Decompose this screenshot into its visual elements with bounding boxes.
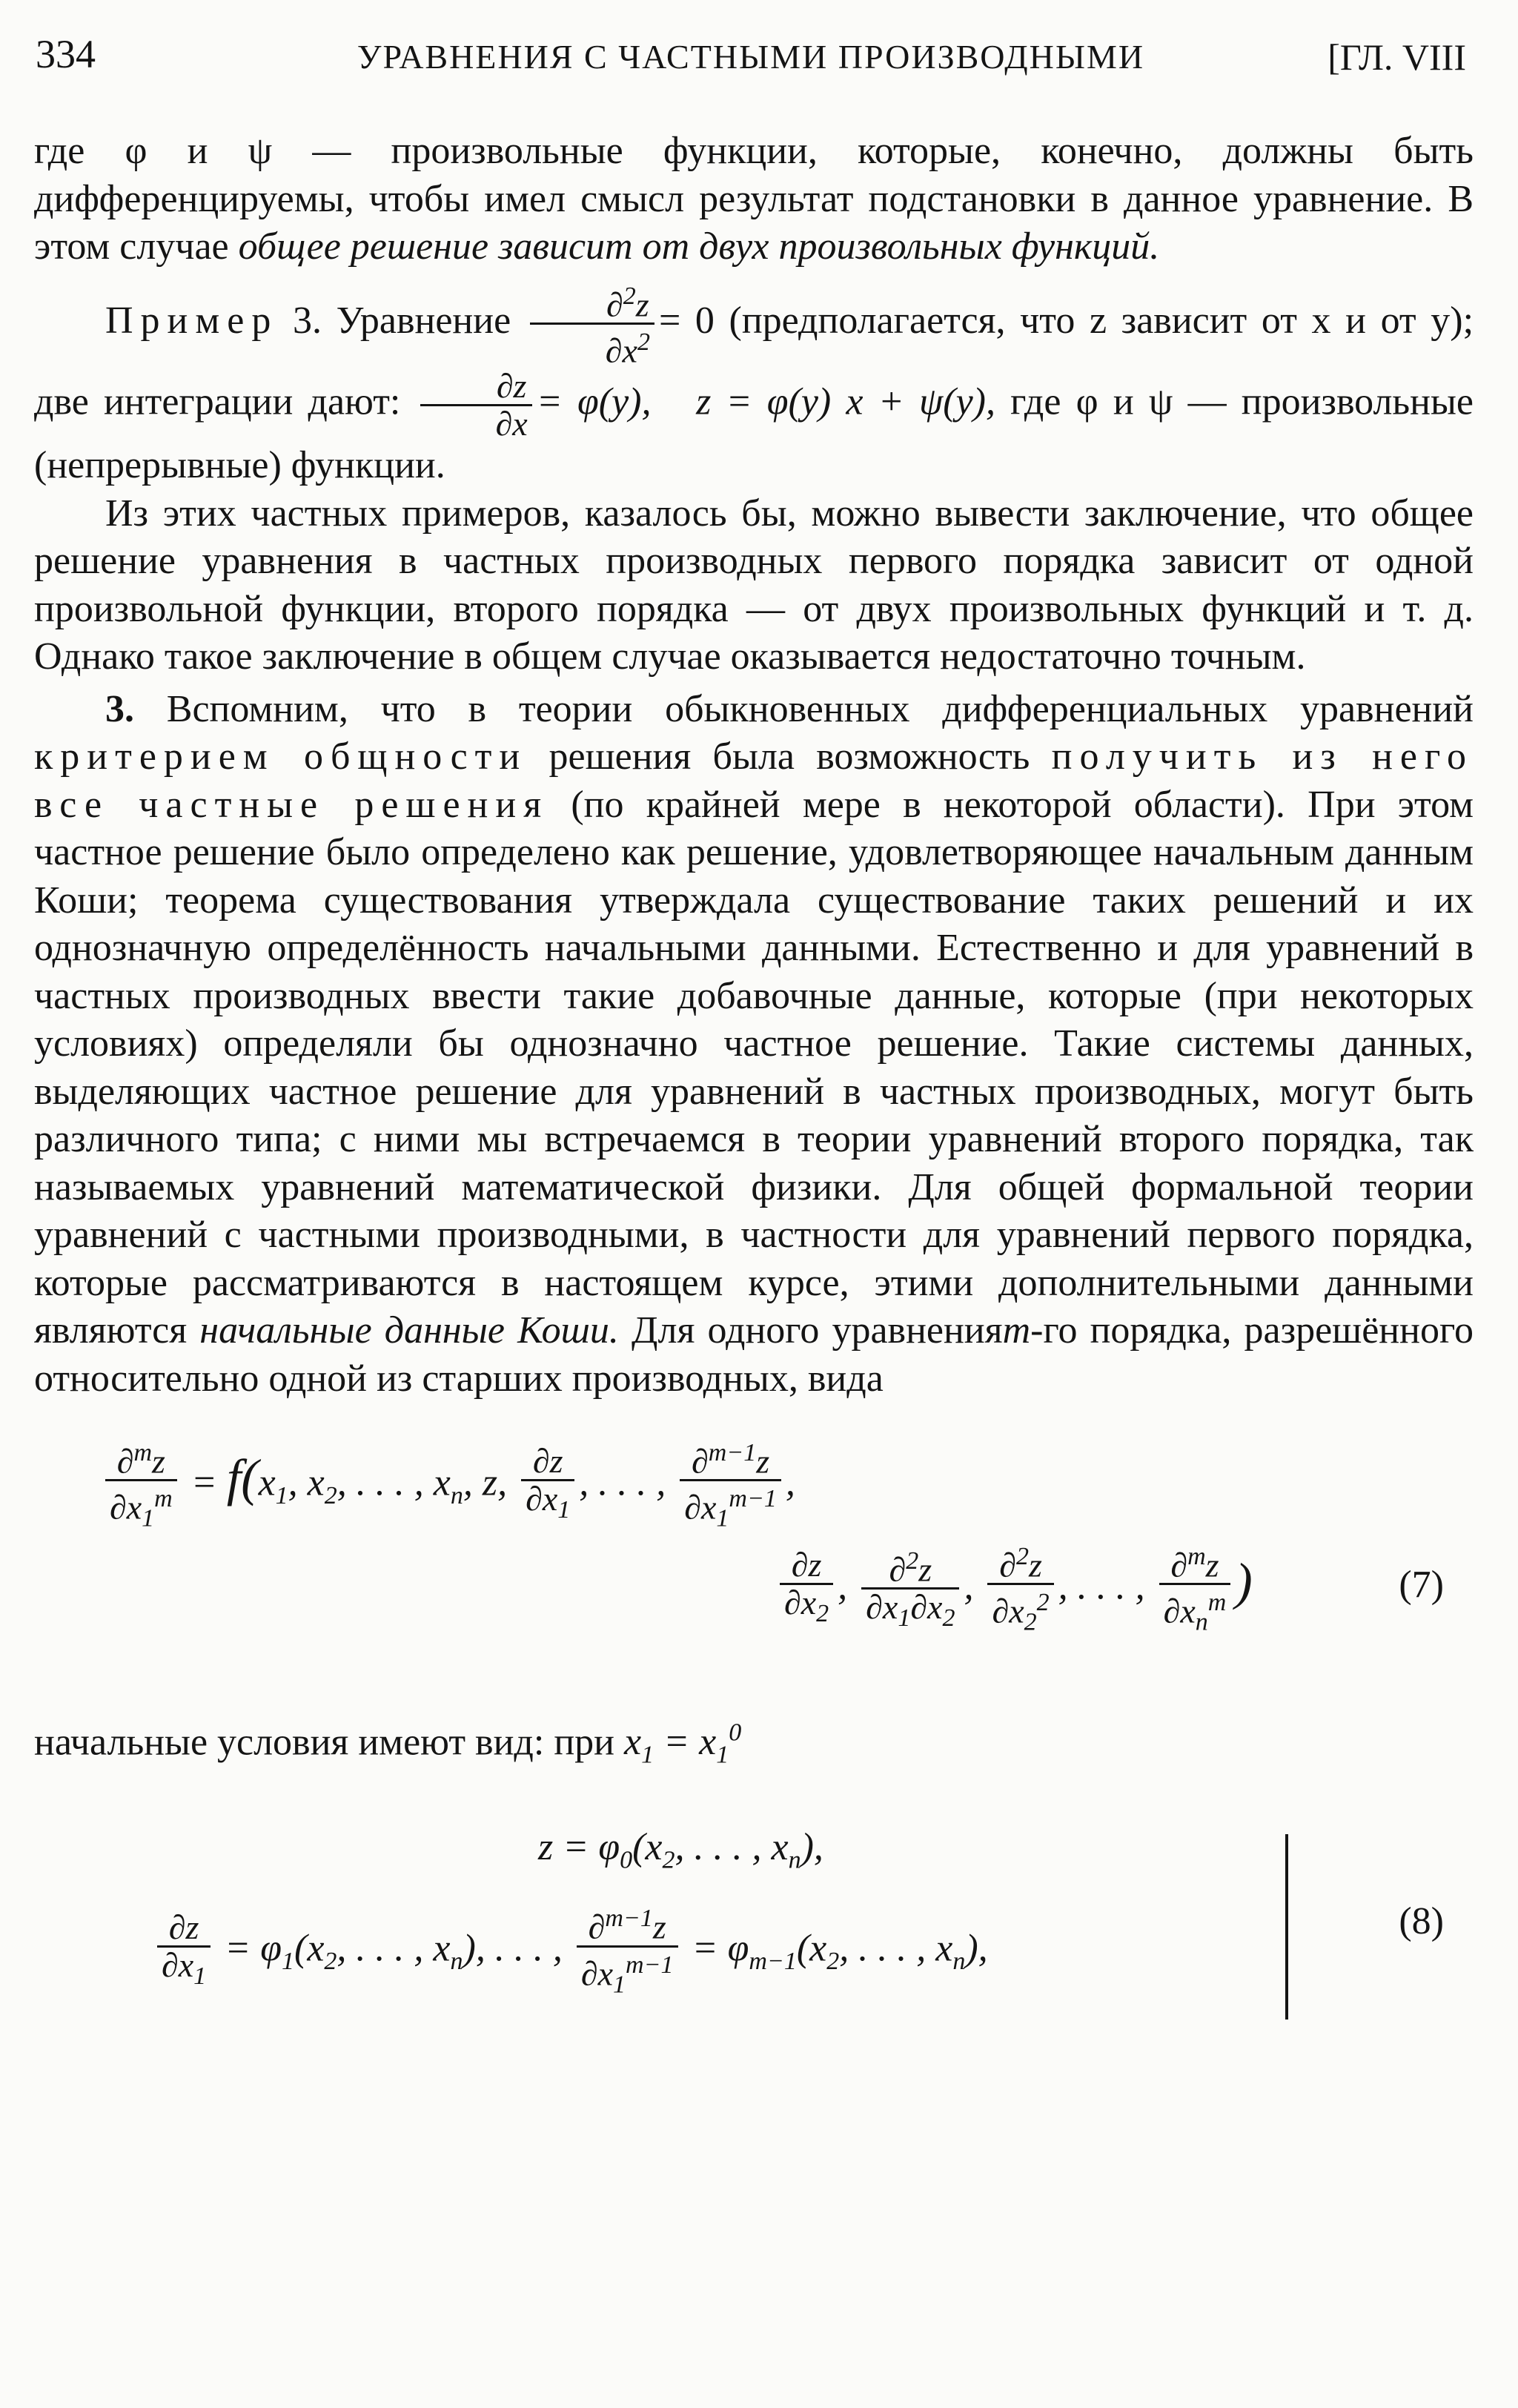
d2z-dx2-fraction: $\frac{\partial^2z}{\partial x^2}$ [530, 279, 654, 369]
cauchy-data-italic: начальные данные Коши. [199, 1309, 619, 1352]
equation-8-line-1: $z = \varphi_0(x_2$, . . . , $x_n$), [538, 1826, 823, 1874]
paragraph-2: Из этих частных примеров, казалось бы, можно вывести заключение, что общее решение уравнения в частных производных первого порядка зависит от одной произвольной функции, второго порядка — от двух произвольных функций и т. д. Однако такое заключение в общем случае оказывается недостаточно точным. [34, 492, 1474, 678]
section-3: 3. Вспомним, что в теории обыкновенных дифференциальных уравнений критерием общности решения была возможность получить из него все частные решения (по крайней мере в некоторой области). При этом частное решение было определено как решение, удовлетворяющее начальным данным Коши; теорема существования утверждала существование таких решений и их однозначную определённость начальными данными. Естественно и для уравнений в частных производных ввести такие добавочные данные, которые (при некоторых условиях) определяли бы однозначно частное решение. Такие системы данных, выделяющих частное решение для уравнений в частных производных, могут быть различного типа; с ними мы встречаемся в теории уравнений второго порядка, так называемых уравнений математической физики. Для общей формальной теории уравнений с частными производными, в частности для уравнений первого порядка, которые рассматриваются в настоящем курсе, этими дополнительными данными являются начальные данные Коши. Для одного уравненияm-го порядка, разрешённого относительно одной из старших производных, вида [34, 687, 1474, 1400]
section-number: 3. [105, 687, 134, 730]
emphasis-criterion: критерием общности [34, 735, 528, 778]
page-number: 334 [36, 32, 96, 76]
page-header [36, 31, 1466, 90]
example-label: Пример [105, 299, 279, 342]
equation-8 [34, 1824, 1474, 2046]
equation-7-number: (7) [1399, 1564, 1444, 1607]
dz-dx-fraction: $\frac{\partial z}{\partial x}$ [420, 368, 532, 442]
equation-8-number: (8) [1399, 1900, 1444, 1943]
chapter-label: [ГЛ. VIII [1328, 36, 1466, 78]
equation-7-line-1: $\frac{\partial^mz}{\partial x_1^m}$ = $f(x_1$, $x_2$, . . . , $x_n$, z, $\frac{\partial z}{\partial x_1}$ , . . . , $\frac{\partial^{m-1}z}{\partial x_1^{m-1}}$ , [34, 1435, 1474, 1539]
paragraph-4: начальные условия имеют вид: при $x_1 = x_1^0$ [34, 1719, 742, 1769]
example-3: Пример 3. Уравнение $\frac{\partial^2z}{\partial x^2}$ = 0 (предполагается, что z зависит от x и от y); две интеграции дают: $\frac{\partial z}{\partial x}$ = φ(y), z = φ(y) x + ψ(y), где φ и ψ — произвольные (непрерывные) функции. [34, 279, 1474, 490]
equation-8-brace [1270, 1834, 1288, 2020]
paragraph-1: где φ и ψ — произвольные функции, которые, конечно, должны быть дифференцируемы, чтобы имел смысл результат подстановки в данное уравнение. В этом случае общее решение зависит от двух произвольных функций. [34, 130, 1474, 268]
running-title: УРАВНЕНИЯ С ЧАСТНЫМИ ПРОИЗВОДНЫМИ [357, 38, 1145, 76]
equation-8-line-2: $\frac{\partial z}{\partial x_1}$ = $\varphi_1(x_2$, . . . , $x_n$), . . . , $\frac{\partial^{m-1}z}{\partial x_1^{m-1}}$ = $\varphi_{m-1}(x_2$, . . . , $x_n$), [153, 1901, 988, 2002]
general-solution-italic: общее решение зависит от двух произвольных функций. [238, 225, 1160, 268]
page-body [34, 128, 1474, 2046]
emphasis-all-solutions: получить из него все частные решения [34, 735, 1474, 826]
equation-7-line-2: $\frac{\partial z}{\partial x_2}$ , $\frac{\partial^2z}{\partial x_1\partial x_2}$ , $\frac{\partial^2z}{\partial x_2^2}$ , . . . , $\frac{\partial^mz}{\partial x_n^m}$ ) (7) [34, 1539, 1474, 1650]
